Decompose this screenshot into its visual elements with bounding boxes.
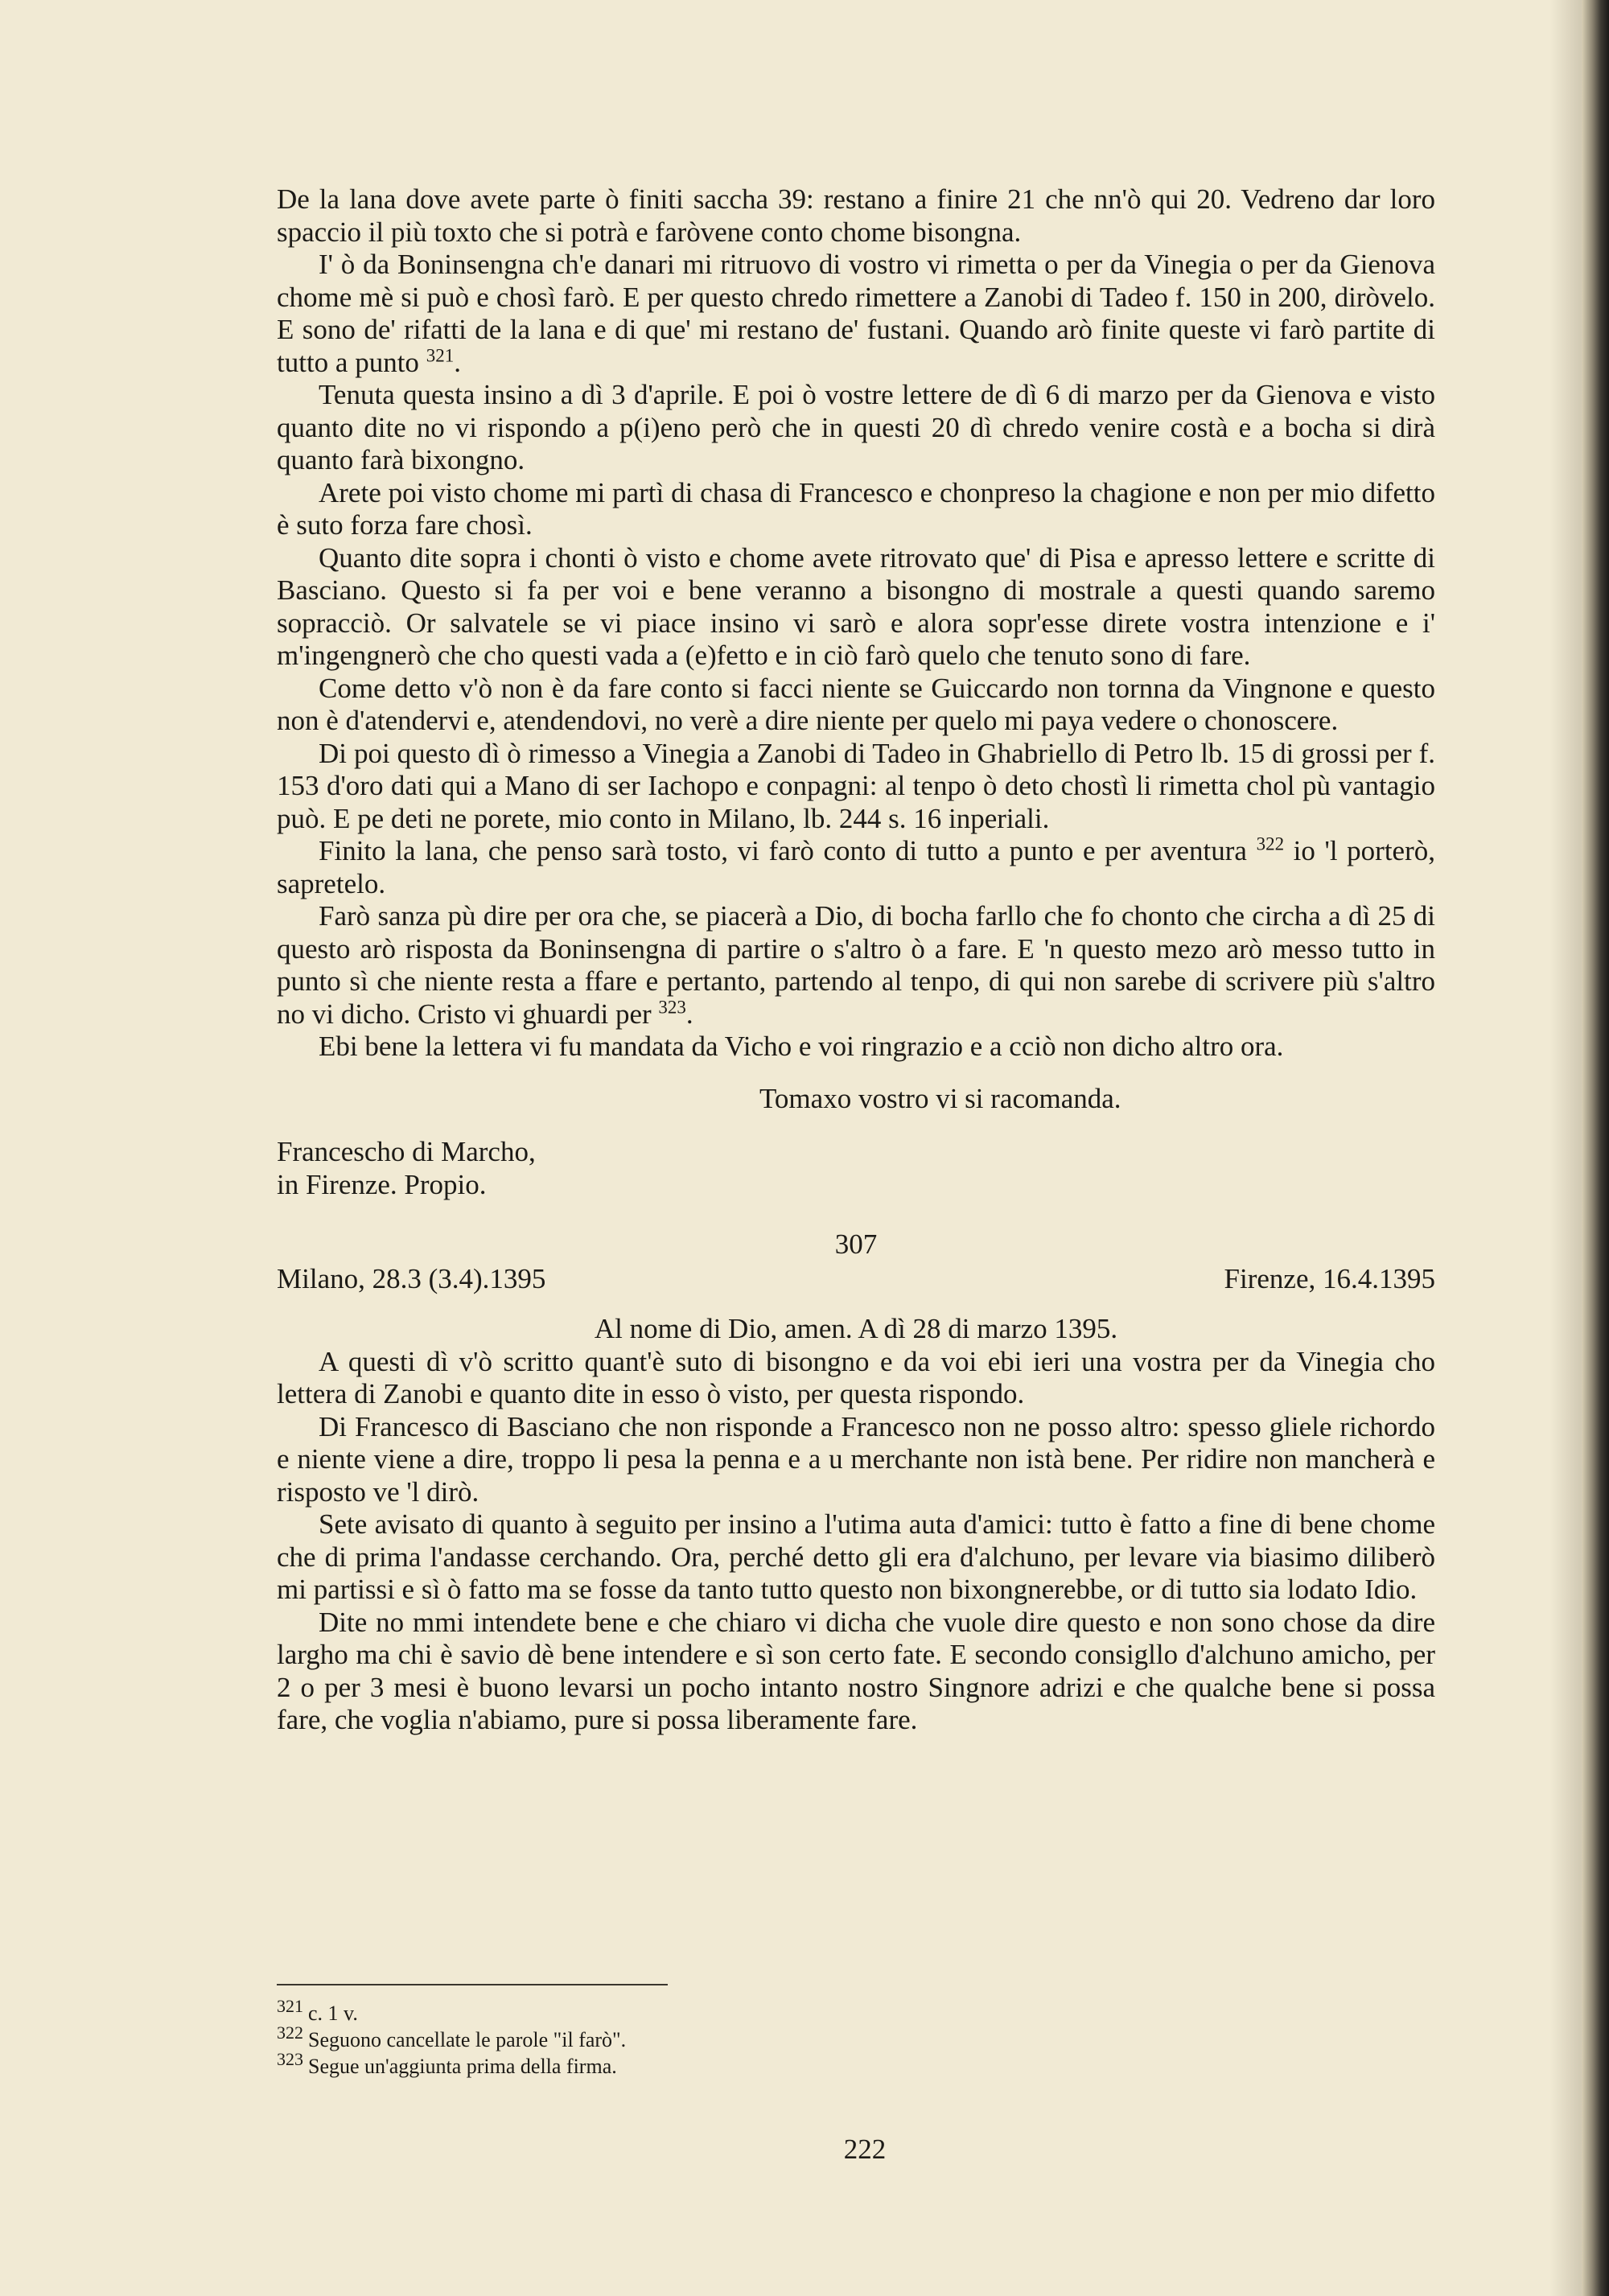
letter-number: 307 (834, 1228, 878, 1260)
paragraph: Dite no mmi intendete bene e che chiaro vi dicha che vuole dire questo e non sono chose da dire largho ma chi è savio dè bene intendere e sì son certo fate. E secondo consigllo d'alchuno amicho, per 2 o per 3 mesi è buono levarsi un pocho intanto nostro Singnore adrizi e che qualche bene si possa fare, che voglia n'abiamo, pure si possa liberamente fare. (277, 1606, 1435, 1735)
page-gutter-shadow (1549, 0, 1582, 2296)
paragraph: Sete avisato di quanto à seguito per insino a l'utima auta d'amici: tutto è fatto a fine di bene chome che di prima l'andasse cerchando. Ora, perché detto gli era d'alchuno, per levare via biasimo diliberò mi partissi e sì ò fatto ma se fosse da tanto tutto questo non bixongnerebbe, or di tutto sia lodato Idio. (277, 1508, 1435, 1605)
footnote (277, 1996, 1435, 2026)
main-text (277, 183, 1435, 1737)
paragraph: I' ò da Boninsengna ch'e danari mi ritruovo di vostro vi rimetta o per da Vinegia o per da Gienova chome mè si può e chosì farò. E per questo chredo rimettere a Zanobi di Tadeo f. 150 in 200, diròvelo. E sono de' rifatti de la lana e di que' mi restano de' fustani. Quando arò finite queste vi farò partite di tutto a punto $^{321}$. (277, 249, 1435, 378)
letter-address (277, 1136, 1435, 1201)
footnote-number: 322 (277, 2022, 303, 2043)
paragraph: A questi dì v'ò scritto quant'è suto di bisongno e da voi ebi ieri una vostra per da Vinegia cho lettera di Zanobi e quanto dite in esso ò visto, per questa rispondo. (277, 1345, 1435, 1409)
footnote-number: 321 (277, 1996, 303, 2017)
address-line: in Firenze. Propio. (277, 1168, 487, 1200)
sent-place-date: Milano, 28.3 (3.4).1395 (277, 1262, 546, 1294)
paragraph: Ebi bene la lettera vi fu mandata da Vicho e voi ringrazio e a cciò non dicho altro ora. (319, 1031, 1284, 1062)
footnotes (277, 1984, 1435, 2080)
letter-307 (277, 1228, 1435, 1737)
footnote (277, 2022, 1435, 2053)
received-place-date: Firenze, 16.4.1395 (1224, 1262, 1435, 1294)
footnote-text: c. 1 v. (308, 2002, 358, 2025)
footnote-ref-322[interactable]: 322 (1256, 833, 1285, 854)
footnote-number: 323 (277, 2049, 303, 2070)
footnote-ref-321[interactable]: 321 (426, 344, 455, 365)
paragraph: Di poi questo dì ò rimesso a Vinegia a Zanobi di Tadeo in Ghabriello di Petro lb. 15 di grossi per f. 153 d'oro dati qui a Mano di ser Iachopo e conpagni: al tenpo ò deto chostì li rimetta chol pù vantagio può. E pe deti ne porete, mio conto in Milano, lb. 244 s. 16 inperiali. (277, 737, 1435, 834)
paragraph: Farò sanza pù dire per ora che, se piacerà a Dio, di bocha farllo che fo chonto che circha a dì 25 di questo arò risposta da Boninsengna di partire o s'altro ò a fare. E 'n questo mezo arò messo tutto in punto sì che niente resta a ffare e pertanto, partendo al tenpo, di qui non sarebe di scrivere più s'altro no vi dicho. Cristo vi ghuardi per $^{323}$. (277, 900, 1435, 1030)
paragraph: Come detto v'ò non è da fare conto si facci niente se Guiccardo non tornna da Vingnone e questo non è d'atendervi e, atendendovi, no verè a dire niente per quelo mi paya vedere o chonoscere. (277, 672, 1435, 736)
address-line: Francescho di Marcho, (277, 1136, 536, 1167)
footnote-text: Seguono cancellate le parole "il farò". (308, 2028, 627, 2051)
book-spine-edge (1582, 0, 1609, 2296)
paragraph: Finito la lana, che penso sarà tosto, vi farò conto di tutto a punto e per aventura $^{322}$ io 'l porterò, sapretelo. (277, 833, 1435, 899)
paragraph: Quanto dite sopra i chonti ò visto e chome avete ritrovato que' di Pisa e apresso lettere e scritte di Basciano. Questo si fa per voi e bene veranno a bisongno di mostrale a questi quando saremo sopracciò. Or salvatele se vi piace insino vi sarò e alora sopr'esse direte vostra intenzione e i' m'ingengnerò che cho questi vada a (e)fetto e in ciò farò quelo che tenuto sono di fare. (277, 541, 1435, 671)
letter-dateline (277, 1263, 1435, 1296)
footnote-text: Segue un'aggiunta prima della firma. (308, 2055, 617, 2078)
letter-opening: Al nome di Dio, amen. A dì 28 di marzo 1395. (594, 1313, 1118, 1344)
footnote (277, 2049, 1435, 2080)
paragraph: Tenuta questa insino a dì 3 d'aprile. E poi ò vostre lettere de dì 6 di marzo per da Gienova e visto quanto dite no vi rispondo a p(i)eno però che in questi 20 dì chredo venire costà e a bocha si dirà quanto farà bixongno. (277, 379, 1435, 475)
letter-signature: Tomaxo vostro vi si racomanda. (759, 1082, 1121, 1114)
page-number: 222 (843, 2133, 887, 2165)
paragraph: Arete poi visto chome mi partì di chasa di Francesco e chonpreso la chagione e non per mio difetto è suto forza fare chosì. (277, 476, 1435, 541)
paragraph: De la lana dove avete parte ò finiti saccha 39: restano a finire 21 che nn'ò qui 20. Vedreno dar loro spaccio il più toxto che si potrà e faròvene conto chome bisongna. (277, 183, 1435, 248)
letter-306-tail (277, 183, 1435, 1201)
footnote-rule (277, 1984, 668, 1985)
footnote-ref-323[interactable]: 323 (658, 996, 686, 1017)
paragraph: Di Francesco di Basciano che non risponde a Francesco non ne posso altro: spesso gliele richordo e niente viene a dire, troppo li pesa la penna e a u merchante non istà bene. Per ridire non mancherà e risposto ve 'l dirò. (277, 1410, 1435, 1508)
